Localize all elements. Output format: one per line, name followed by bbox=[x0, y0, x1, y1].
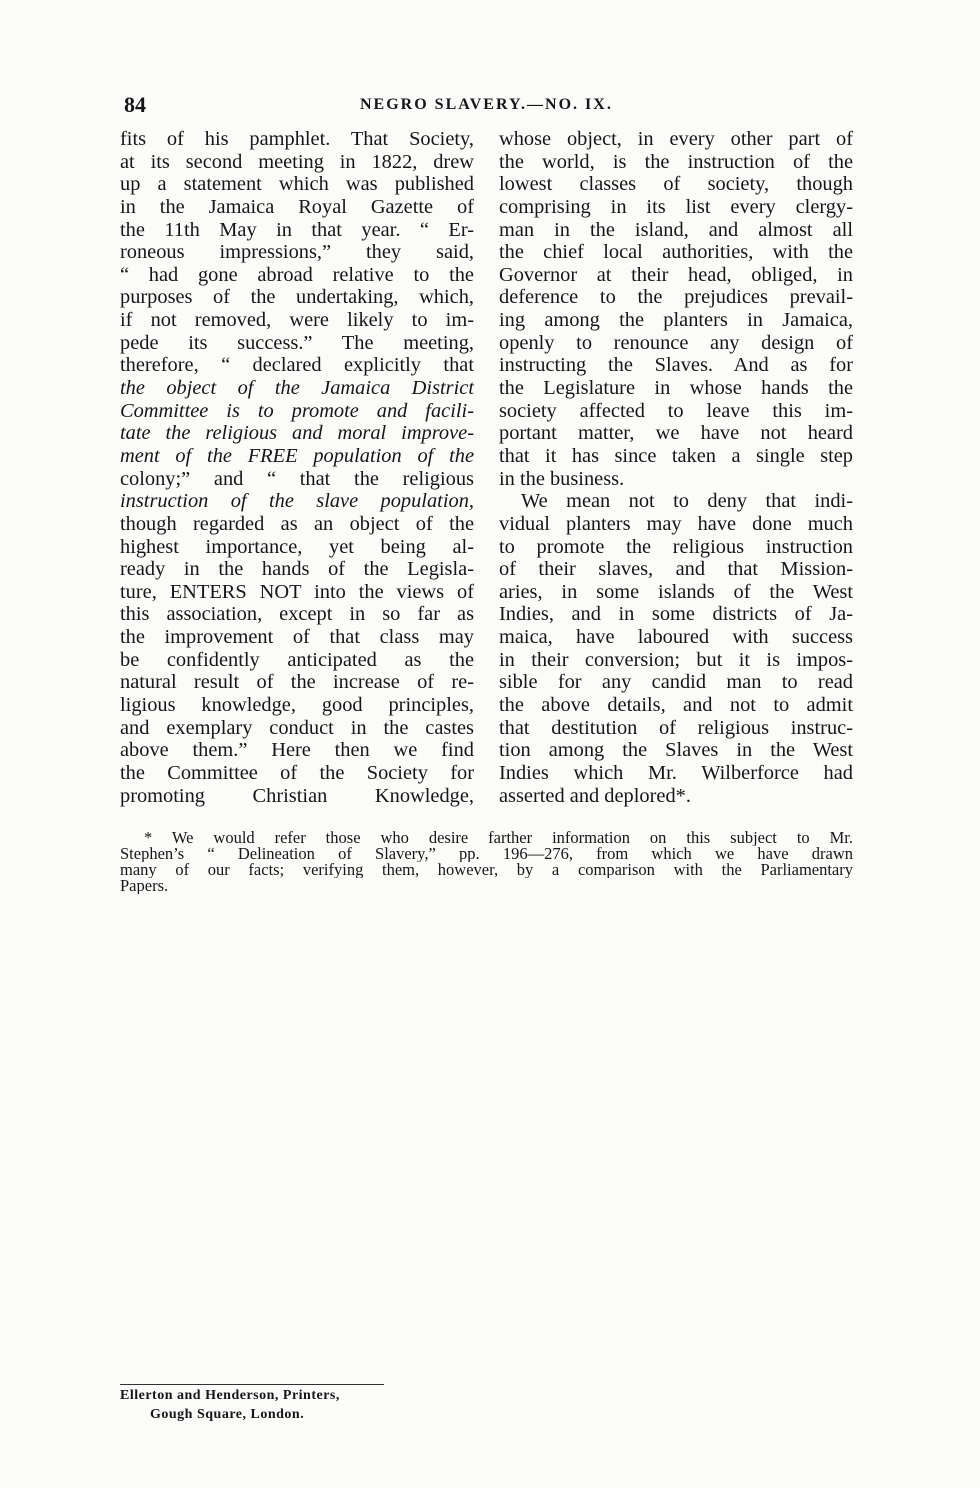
text-line: ligious knowledge, good principles, bbox=[120, 694, 474, 717]
text-line: at its second meeting in 1822, drew bbox=[120, 150, 474, 173]
text-line: “ had gone abroad relative to the bbox=[120, 263, 474, 286]
text-line: the Committee of the Society for bbox=[120, 761, 474, 784]
text-line: Indies which Mr. Wilberforce had bbox=[499, 761, 853, 784]
text-line: the above details, and not to admit bbox=[499, 694, 853, 717]
text-line: pede its success.” The meeting, bbox=[120, 331, 474, 354]
text-line: sible for any candid man to read bbox=[499, 671, 853, 694]
text-line: Governor at their head, obliged, in bbox=[499, 263, 853, 286]
page-header bbox=[120, 92, 854, 120]
footnote-line: * We would refer those who desire farther information on this subject to Mr. bbox=[144, 830, 853, 846]
text-line: comprising in its list every clergy- bbox=[499, 195, 853, 218]
text-line: tion among the Slaves in the West bbox=[499, 739, 853, 762]
text-line: if not removed, were likely to im- bbox=[120, 309, 474, 332]
text-line: that it has since taken a single step bbox=[499, 444, 853, 467]
text-line: promoting Christian Knowledge, bbox=[120, 784, 474, 807]
footnote bbox=[120, 830, 853, 894]
text-line: Indies, and in some districts of Ja- bbox=[499, 603, 853, 626]
text-line: in the business. bbox=[499, 467, 625, 490]
text-line: and exemplary conduct in the castes bbox=[120, 716, 474, 739]
text-line: portant matter, we have not heard bbox=[499, 422, 853, 445]
text-line: man in the island, and almost all bbox=[499, 218, 853, 241]
text-line: society affected to leave this im- bbox=[499, 399, 853, 422]
text-line: highest importance, yet being al- bbox=[120, 535, 474, 558]
right-column bbox=[499, 128, 853, 807]
text-line: in the Jamaica Royal Gazette of bbox=[120, 195, 474, 218]
text-line: the Legislature in whose hands the bbox=[499, 377, 853, 400]
text-line: tate the religious and moral improve- bbox=[120, 422, 474, 445]
text-line: ready in the hands of the Legisla- bbox=[120, 558, 474, 581]
text-line: though regarded as an object of the bbox=[120, 512, 474, 535]
text-line: colony;” and “ that the religious bbox=[120, 467, 474, 490]
text-line: asserted and deplored*. bbox=[499, 784, 691, 807]
text-line: vidual planters may have done much bbox=[499, 512, 853, 535]
text-line: Committee is to promote and facili- bbox=[120, 399, 474, 422]
text-line: whose object, in every other part of bbox=[499, 128, 853, 150]
text-line: roneous impressions,” they said, bbox=[120, 241, 474, 264]
printer-colophon bbox=[120, 1386, 420, 1424]
colophon-rule bbox=[120, 1384, 384, 1385]
text-line: lowest classes of society, though bbox=[499, 173, 853, 196]
text-line: the world, is the instruction of the bbox=[499, 150, 853, 173]
footnote-line: Papers. bbox=[120, 878, 169, 894]
text-line: the 11th May in that year. “ Er- bbox=[120, 218, 474, 241]
text-line: natural result of the increase of re- bbox=[120, 671, 474, 694]
text-line: the improvement of that class may bbox=[120, 626, 474, 649]
text-line: the chief local authorities, with the bbox=[499, 241, 853, 264]
text-line: be confidently anticipated as the bbox=[120, 648, 474, 671]
footnote-line: Stephen’s “ Delineation of Slavery,” pp. 196—276, from which we have drawn bbox=[120, 846, 853, 862]
footnote-line: many of our facts; verifying them, however, by a comparison with the Parliamentary bbox=[120, 862, 853, 878]
text-line: of their slaves, and that Mission- bbox=[499, 558, 853, 581]
page-number: 84 bbox=[124, 92, 146, 117]
text-line: in their conversion; but it is impos- bbox=[499, 648, 853, 671]
text-line: maica, have laboured with success bbox=[499, 626, 853, 649]
text-line: to promote the religious instruction bbox=[499, 535, 853, 558]
text-line: deference to the prejudices prevail- bbox=[499, 286, 853, 309]
text-line: instruction of the slave population, bbox=[120, 490, 474, 513]
text-line: We mean not to deny that indi- bbox=[521, 490, 853, 513]
text-line: therefore, “ declared explicitly that bbox=[120, 354, 474, 377]
text-line: openly to renounce any design of bbox=[499, 331, 853, 354]
text-line: ture, ENTERS NOT into the views of bbox=[120, 580, 474, 603]
text-line: ing among the planters in Jamaica, bbox=[499, 309, 853, 332]
text-line: up a statement which was published bbox=[120, 173, 474, 196]
text-line: above them.” Here then we find bbox=[120, 739, 474, 762]
text-line: fits of his pamphlet. That Society, bbox=[120, 128, 474, 150]
text-line: aries, in some islands of the West bbox=[499, 580, 853, 603]
colophon-address: Gough Square, London. bbox=[150, 1407, 305, 1422]
text-line: ment of the FREE population of the bbox=[120, 444, 474, 467]
text-line: instructing the Slaves. And as for bbox=[499, 354, 853, 377]
colophon-printer: Ellerton and Henderson, Printers, bbox=[120, 1388, 340, 1403]
text-line: that destitution of religious instruc- bbox=[499, 716, 853, 739]
text-line: the object of the Jamaica District bbox=[120, 377, 474, 400]
left-column bbox=[120, 128, 474, 807]
text-line: purposes of the undertaking, which, bbox=[120, 286, 474, 309]
running-title: NEGRO SLAVERY.—NO. IX. bbox=[360, 96, 613, 113]
text-line: this association, except in so far as bbox=[120, 603, 474, 626]
